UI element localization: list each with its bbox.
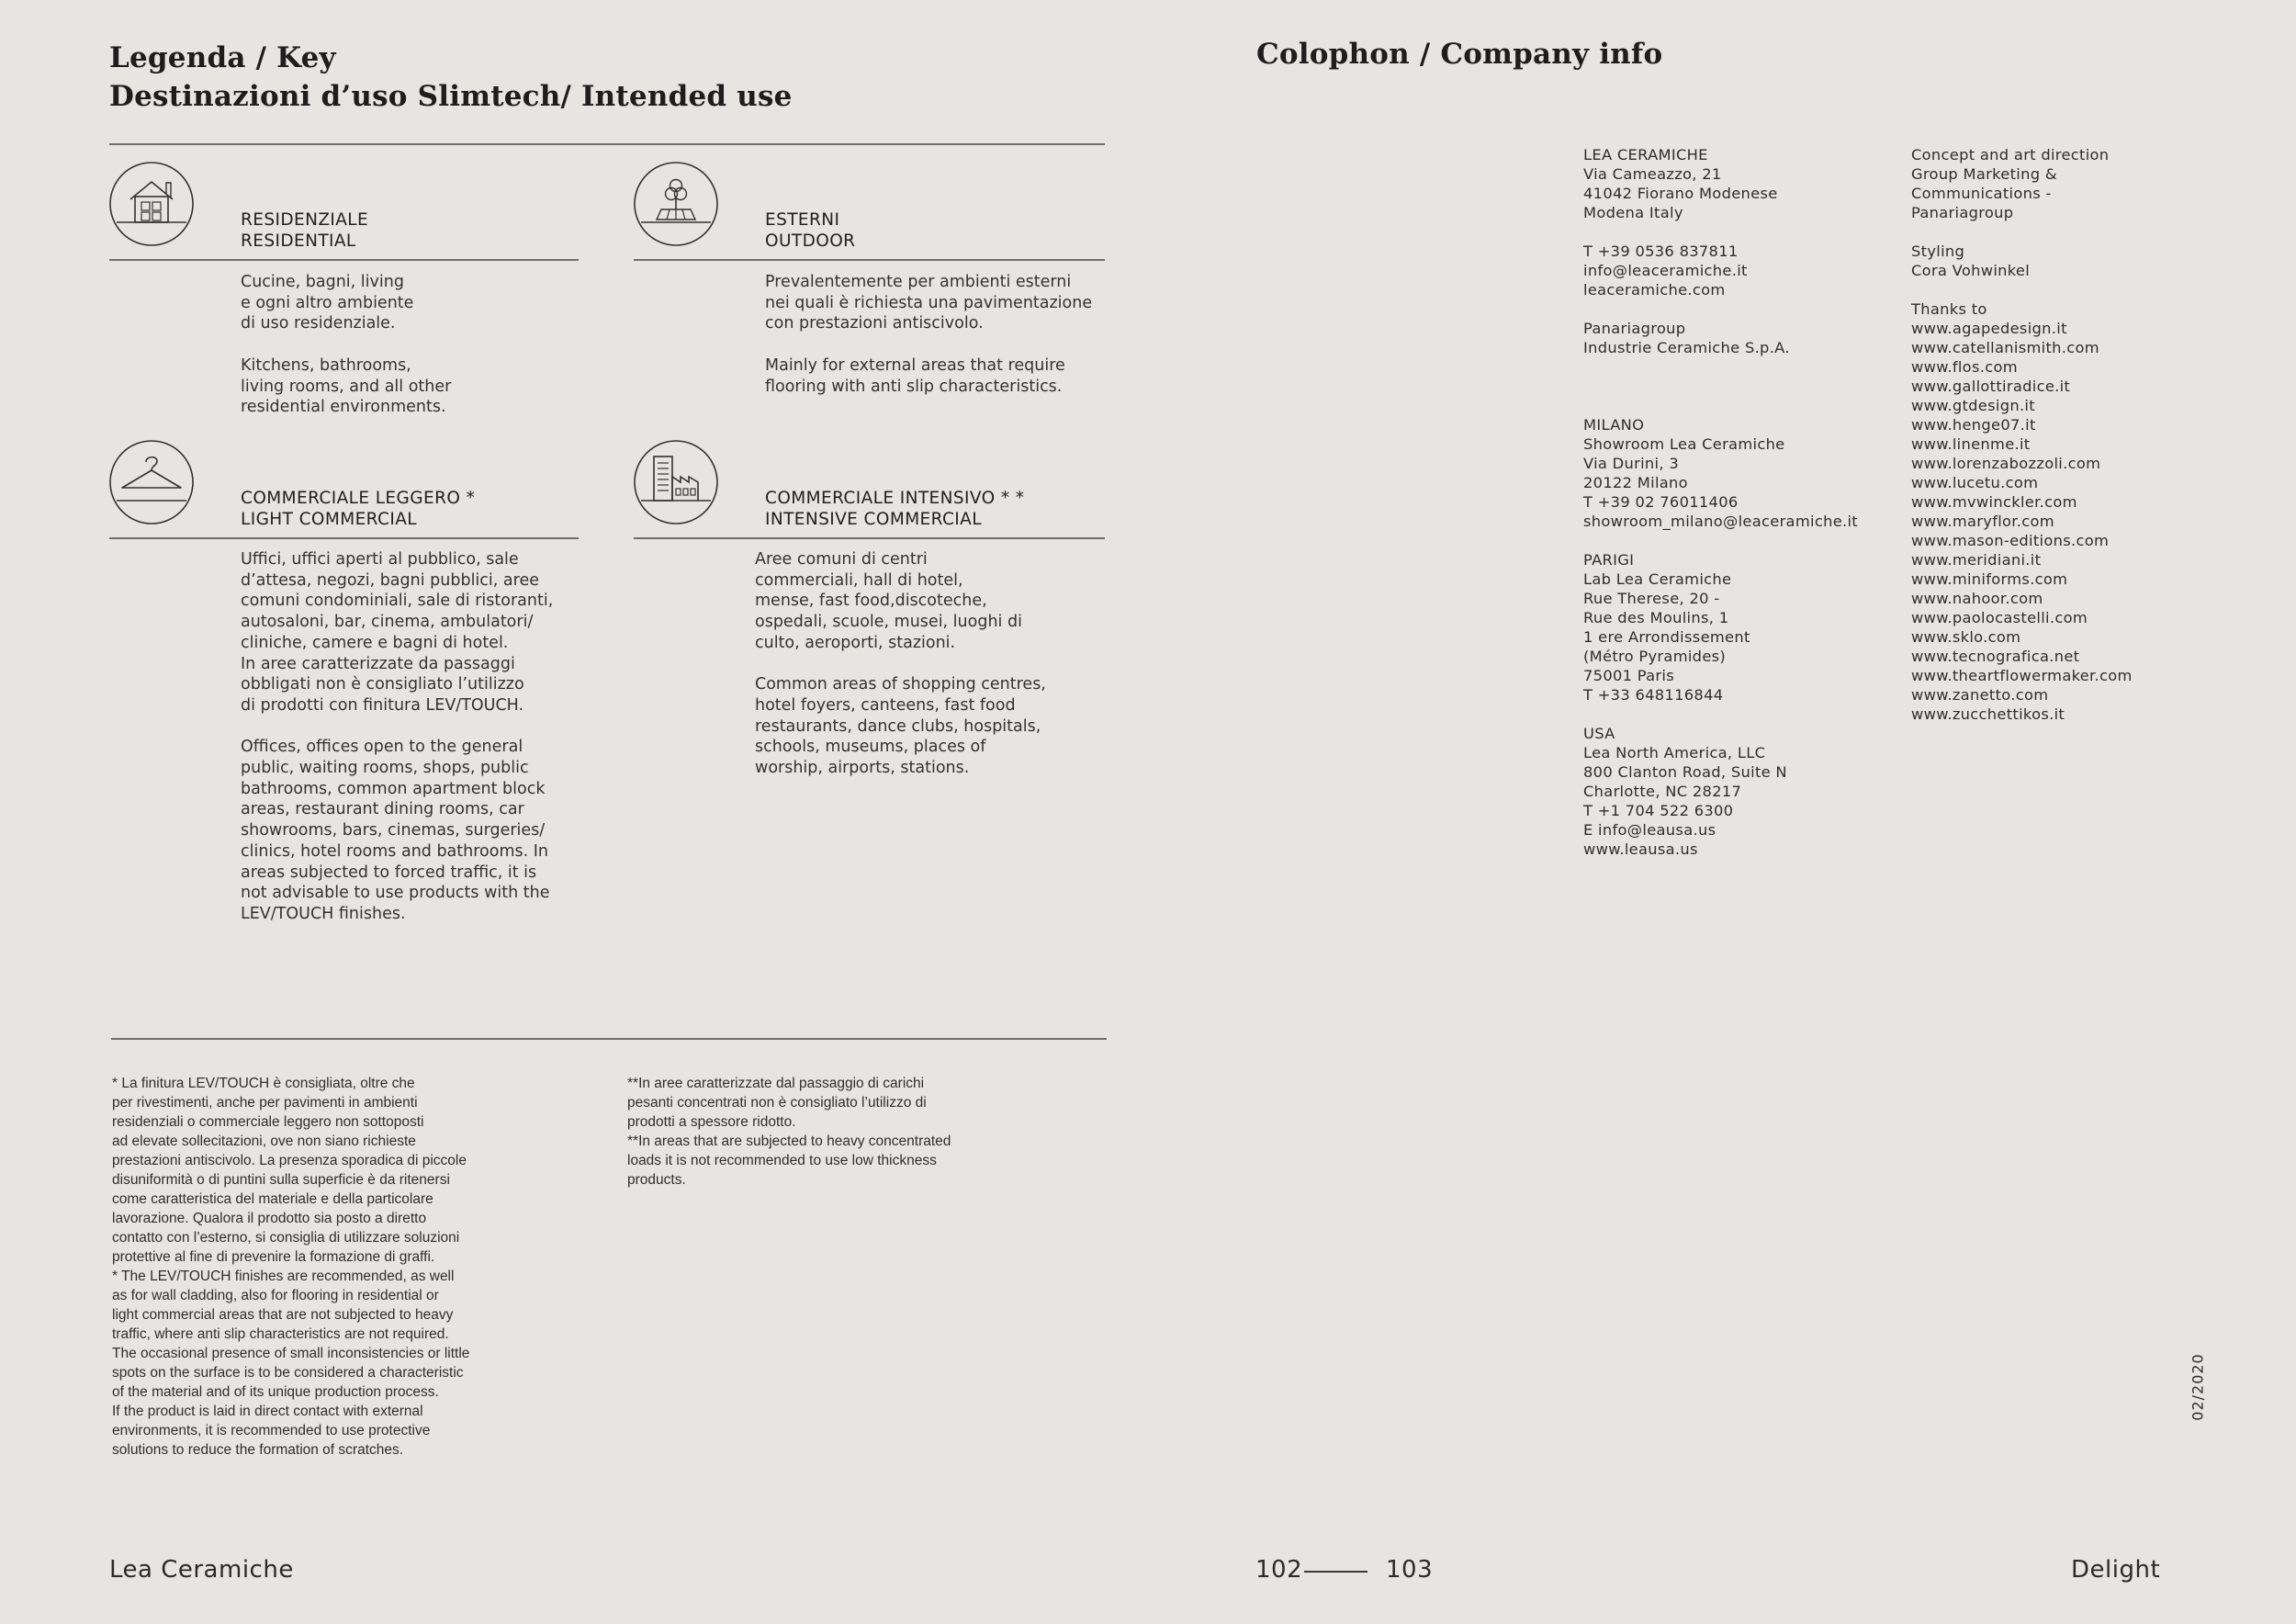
category-title-line: COMMERCIALE LEGGERO * xyxy=(241,489,476,508)
info-line: Via Durini, 3 xyxy=(1583,455,1679,472)
text-line: d’attesa, negozi, bagni pubblici, aree xyxy=(241,570,539,590)
category-title-line: RESIDENZIALE xyxy=(241,210,369,230)
info-line: leaceramiche.com xyxy=(1583,281,1726,299)
page-number-separator xyxy=(1304,1571,1367,1573)
text-line: worship, airports, stations. xyxy=(755,759,970,778)
credit-line: Communications - xyxy=(1911,185,2052,202)
text-line: nei quali è richiesta una pavimentazione xyxy=(765,293,1093,312)
credit-line: www.zucchettikos.it xyxy=(1911,705,2065,723)
credit-line: Styling xyxy=(1911,242,1965,260)
credits xyxy=(1911,145,2133,724)
page-number-left: 102 xyxy=(1255,1556,1303,1584)
text-line: mense, fast food,discoteche, xyxy=(755,592,987,611)
page-number-right: 103 xyxy=(1386,1556,1434,1584)
info-line: Modena Italy xyxy=(1583,204,1683,221)
credit-line: www.maryflor.com xyxy=(1911,513,2054,530)
info-line: www.leausa.us xyxy=(1583,840,1698,858)
category-title-line: COMMERCIALE INTENSIVO * * xyxy=(765,489,1025,508)
category-title-intensive-commercial xyxy=(765,488,1024,530)
category-title-line: OUTDOOR xyxy=(765,231,856,251)
text-line: areas, restaurant dining rooms, car xyxy=(241,800,524,819)
footer-collection: Delight xyxy=(2071,1556,2161,1584)
legend-heading xyxy=(109,39,793,116)
credit-line: www.nahoor.com xyxy=(1911,590,2043,607)
note-line: prestazioni antiscivolo. La presenza sporadica di piccole xyxy=(112,1153,467,1168)
info-line: LEA CERAMICHE xyxy=(1583,146,1708,164)
text-line: di prodotti con finitura LEV/TOUCH. xyxy=(241,695,524,715)
note-line: of the material and of its unique production process. xyxy=(112,1384,439,1400)
info-line: Lab Lea Ceramiche xyxy=(1583,570,1732,588)
text-line: flooring with anti slip characteristics. xyxy=(765,377,1063,396)
credit-line: www.henge07.it xyxy=(1911,416,2036,434)
divider xyxy=(634,537,1105,539)
credit-line: www.paolocastelli.com xyxy=(1911,609,2088,626)
colophon-heading: Colophon / Company info xyxy=(1256,38,1663,71)
text-line: living rooms, and all other xyxy=(241,377,452,396)
info-line: Rue des Moulins, 1 xyxy=(1583,609,1729,626)
text-line: Kitchens, bathrooms, xyxy=(241,355,411,375)
note-line: pesanti concentrati non è consigliato l’utilizzo di xyxy=(627,1095,927,1111)
text-line: not advisable to use products with the xyxy=(241,884,550,903)
info-line: Panariagroup xyxy=(1583,320,1686,337)
info-line: PARIGI xyxy=(1583,551,1635,569)
category-title-line: ESTERNI xyxy=(765,210,840,230)
credit-line: www.tecnografica.net xyxy=(1911,648,2080,665)
note-line: solutions to reduce the formation of scratches. xyxy=(112,1442,404,1458)
category-text-residential xyxy=(241,272,451,418)
note-line: environments, it is recommended to use protective xyxy=(112,1423,431,1438)
heading-line: Legenda / Key xyxy=(109,41,336,74)
divider xyxy=(109,537,579,539)
note-line: * The LEV/TOUCH finishes are recommended, as well xyxy=(112,1269,455,1284)
note-line: contatto con l’esterno, si consiglia di utilizzare soluzioni xyxy=(112,1230,460,1246)
info-line: 800 Clanton Road, Suite N xyxy=(1583,763,1787,781)
note-line: disuniformità o di puntini sulla superficie è da ritenersi xyxy=(112,1172,450,1188)
info-line: Charlotte, NC 28217 xyxy=(1583,783,1742,800)
category-title-outdoor xyxy=(765,209,855,252)
credit-line: www.meridiani.it xyxy=(1911,551,2042,569)
note-line: spots on the surface is to be considered a characteristic xyxy=(112,1365,464,1381)
info-line: showroom_milano@leaceramiche.it xyxy=(1583,513,1858,530)
footnote-lev-touch xyxy=(112,1074,469,1460)
credit-line: Panariagroup xyxy=(1911,204,2014,221)
edition-date: 02/2020 xyxy=(2189,1353,2207,1421)
category-title-line: RESIDENTIAL xyxy=(241,231,356,251)
note-line: light commercial areas that are not subjected to heavy xyxy=(112,1307,454,1323)
credit-line: www.lucetu.com xyxy=(1911,474,2039,491)
text-line: areas subjected to forced traffic, it is xyxy=(241,863,537,882)
credit-line: www.zanetto.com xyxy=(1911,686,2049,704)
text-line: Prevalentemente per ambienti esterni xyxy=(765,273,1072,291)
divider xyxy=(111,1038,1107,1040)
category-title-line: INTENSIVE COMMERCIAL xyxy=(765,510,982,529)
credit-line: www.gallottiradice.it xyxy=(1911,378,2071,395)
text-line: public, waiting rooms, shops, public xyxy=(241,759,529,778)
company-info xyxy=(1583,145,1858,859)
note-line: products. xyxy=(627,1172,686,1188)
text-line: residential environments. xyxy=(241,398,446,417)
info-line: Via Cameazzo, 21 xyxy=(1583,165,1722,183)
note-line: as for wall cladding, also for flooring in residential or xyxy=(112,1288,439,1303)
info-line: info@leaceramiche.it xyxy=(1583,262,1748,279)
note-line: The occasional presence of small inconsistencies or little xyxy=(112,1346,470,1361)
info-line: 41042 Fiorano Modenese xyxy=(1583,185,1778,202)
text-line: e ogni altro ambiente xyxy=(241,293,414,312)
note-line: **In aree caratterizzate dal passaggio di carichi xyxy=(627,1076,925,1091)
credit-line: www.linenme.it xyxy=(1911,435,2031,453)
info-line: USA xyxy=(1583,725,1615,742)
text-line: bathrooms, common apartment block xyxy=(241,779,546,798)
category-title-light-commercial xyxy=(241,488,475,530)
credit-line: www.miniforms.com xyxy=(1911,570,2068,588)
note-line: residenziali o commerciale leggero non sottoposti xyxy=(112,1114,424,1130)
note-line: **In areas that are subjected to heavy concentrated xyxy=(627,1133,951,1149)
text-line: Common areas of shopping centres, xyxy=(755,675,1046,694)
note-line: * La finitura LEV/TOUCH è consigliata, oltre che xyxy=(112,1076,415,1091)
text-line: LEV/TOUCH finishes. xyxy=(241,904,406,923)
text-line: Aree comuni di centri xyxy=(755,550,928,569)
note-line: prodotti a spessore ridotto. xyxy=(627,1114,796,1130)
text-line: autosaloni, bar, cinema, ambulatori/ xyxy=(241,613,534,632)
divider xyxy=(109,259,579,261)
text-line: restaurants, dance clubs, hospitals, xyxy=(755,716,1041,736)
footnote-thickness xyxy=(627,1074,951,1190)
info-line: Industrie Ceramiche S.p.A. xyxy=(1583,339,1790,356)
text-line: commerciali, hall di hotel, xyxy=(755,570,963,590)
note-line: per rivestimenti, anche per pavimenti in ambienti xyxy=(112,1095,418,1111)
credit-line: www.theartflowermaker.com xyxy=(1911,667,2133,684)
info-line: T +1 704 522 6300 xyxy=(1583,802,1734,819)
tree-icon xyxy=(634,162,718,246)
note-line: protettive al fine di prevenire la formazione di graffi. xyxy=(112,1249,435,1265)
credit-line: www.catellanismith.com xyxy=(1911,339,2099,356)
note-line: lavorazione. Qualora il prodotto sia posto a diretto xyxy=(112,1211,427,1226)
info-line: Showroom Lea Ceramiche xyxy=(1583,435,1785,453)
text-line: schools, museums, places of xyxy=(755,738,986,757)
text-line: clinics, hotel rooms and bathrooms. In xyxy=(241,841,549,861)
category-text-light-commercial xyxy=(241,549,553,925)
text-line: showrooms, bars, cinemas, surgeries/ xyxy=(241,821,546,840)
credit-line: Group Marketing & xyxy=(1911,165,2057,183)
footer-brand: Lea Ceramiche xyxy=(109,1556,294,1584)
text-line: ospedali, scuole, musei, luoghi di xyxy=(755,613,1022,632)
edition-date-wrap xyxy=(2170,1353,2225,1421)
credit-line: Thanks to xyxy=(1911,300,1987,318)
info-line: E info@leausa.us xyxy=(1583,821,1716,839)
note-line: If the product is laid in direct contact with external xyxy=(112,1404,423,1419)
credit-line: www.mvwinckler.com xyxy=(1911,493,2077,511)
info-line: (Métro Pyramides) xyxy=(1583,648,1727,665)
category-text-outdoor xyxy=(765,272,1092,397)
text-line: con prestazioni antiscivolo. xyxy=(765,314,984,333)
info-line: T +33 648116844 xyxy=(1583,686,1724,704)
info-line: T +39 0536 837811 xyxy=(1583,242,1739,260)
credit-line: Cora Vohwinkel xyxy=(1911,262,2031,279)
info-line: T +39 02 76011406 xyxy=(1583,493,1739,511)
credit-line: www.agapedesign.it xyxy=(1911,320,2067,337)
category-title-residential xyxy=(241,209,368,252)
credit-line: www.lorenzabozzoli.com xyxy=(1911,455,2101,472)
divider xyxy=(109,143,1105,145)
text-line: di uso residenziale. xyxy=(241,314,396,333)
buildings-icon xyxy=(634,440,718,524)
credit-line: www.mason-editions.com xyxy=(1911,532,2110,549)
text-line: Cucine, bagni, living xyxy=(241,273,404,291)
info-line: Rue Therese, 20 - xyxy=(1583,590,1720,607)
text-line: Mainly for external areas that require xyxy=(765,355,1065,375)
category-text-intensive-commercial xyxy=(755,549,1046,779)
credit-line: www.flos.com xyxy=(1911,358,2018,376)
note-line: come caratteristica del materiale e della particolare xyxy=(112,1191,433,1207)
text-line: hotel foyers, canteens, fast food xyxy=(755,695,1016,715)
credit-line: www.gtdesign.it xyxy=(1911,397,2035,414)
info-line: 1 ere Arrondissement xyxy=(1583,628,1750,646)
category-title-line: LIGHT COMMERCIAL xyxy=(241,510,417,529)
info-line: 20122 Milano xyxy=(1583,474,1688,491)
heading-line: Destinazioni d’uso Slimtech/ Intended use xyxy=(109,80,793,113)
text-line: In aree caratterizzate da passaggi xyxy=(241,654,515,673)
house-icon xyxy=(109,162,194,246)
info-line: MILANO xyxy=(1583,416,1645,434)
info-line: 75001 Paris xyxy=(1583,667,1675,684)
note-line: ad elevate sollecitazioni, ove non siano richieste xyxy=(112,1133,416,1149)
note-line: traffic, where anti slip characteristics are not required. xyxy=(112,1326,449,1342)
text-line: comuni condominiali, sale di ristoranti, xyxy=(241,592,554,611)
text-line: cliniche, camere e bagni di hotel. xyxy=(241,633,509,652)
note-line: loads it is not recommended to use low thickness xyxy=(627,1153,937,1168)
text-line: culto, aeroporti, stazioni. xyxy=(755,633,956,652)
divider xyxy=(634,259,1105,261)
text-line: obbligati non è consigliato l’utilizzo xyxy=(241,675,524,694)
credit-line: Concept and art direction xyxy=(1911,146,2110,164)
info-line: Lea North America, LLC xyxy=(1583,744,1766,761)
credit-line: www.sklo.com xyxy=(1911,628,2021,646)
hanger-icon xyxy=(109,440,194,524)
text-line: Offices, offices open to the general xyxy=(241,738,523,757)
text-line: Uffici, uffici aperti al pubblico, sale xyxy=(241,550,519,569)
